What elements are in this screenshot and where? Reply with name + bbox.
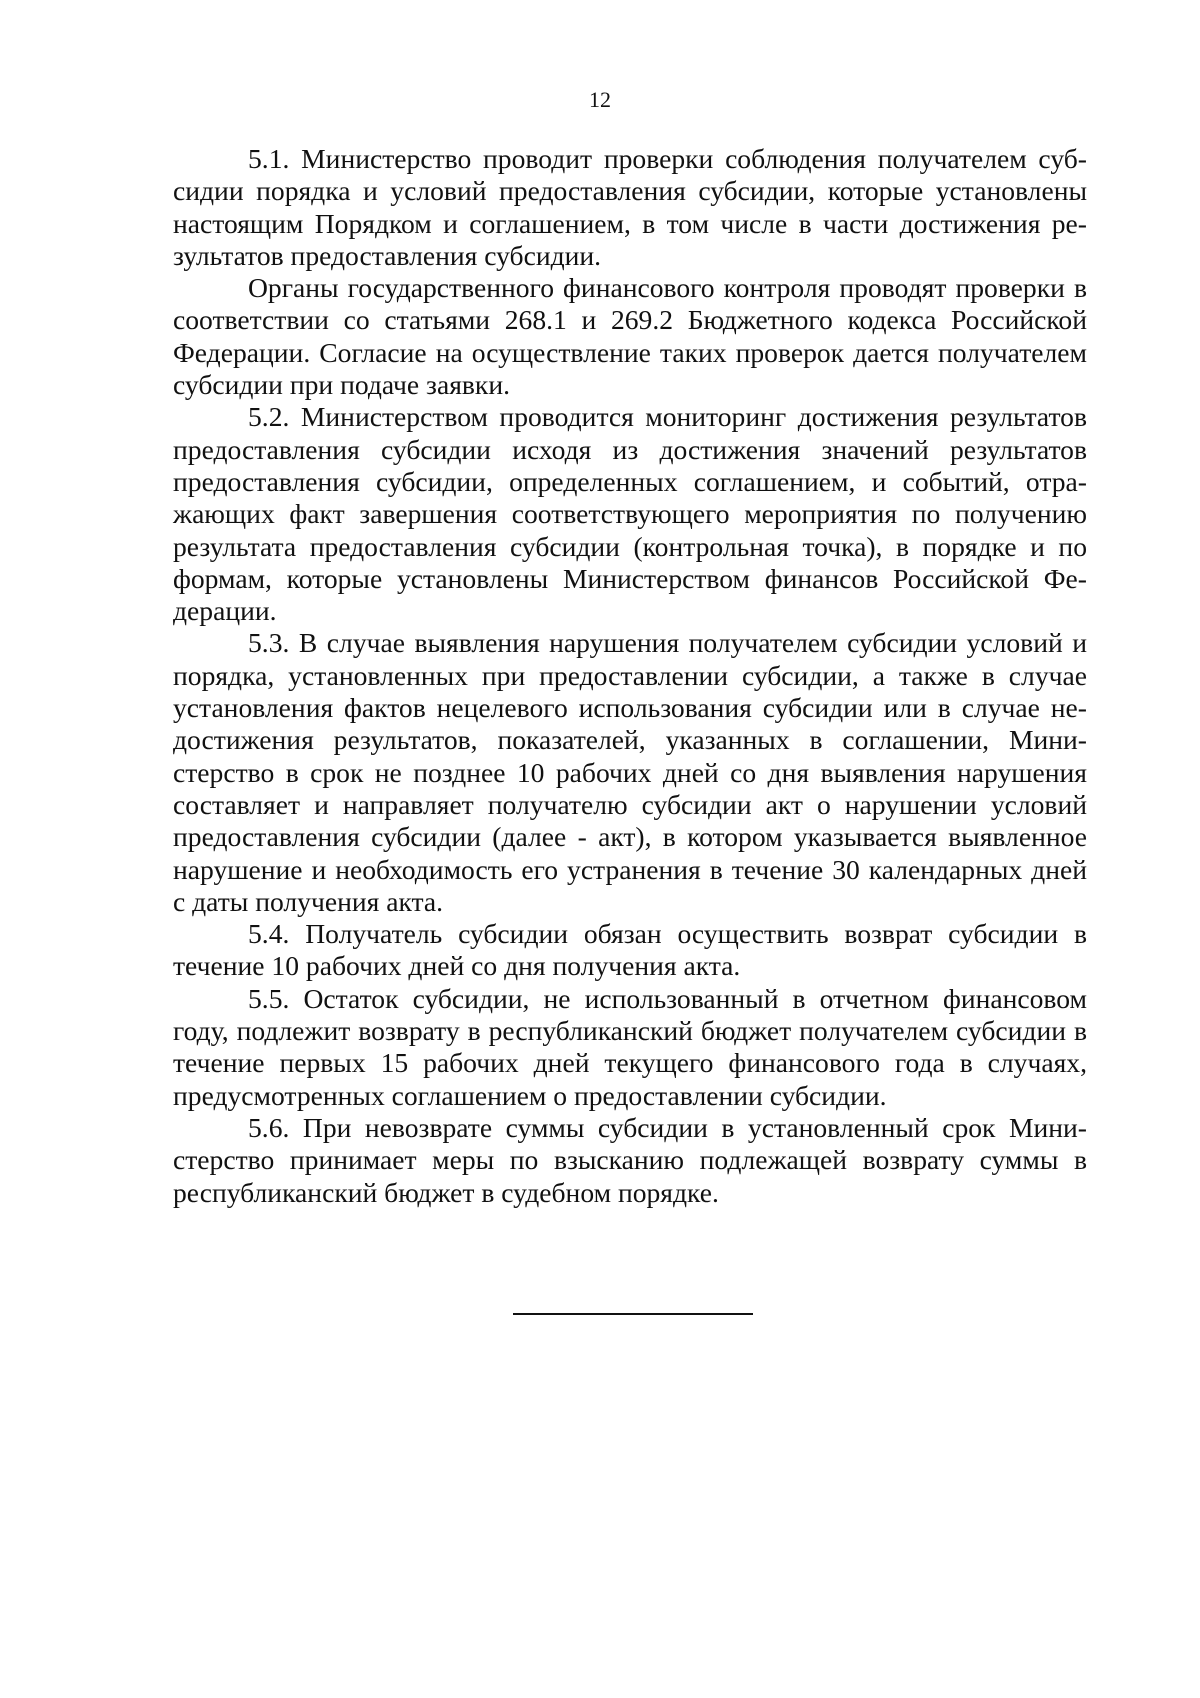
paragraph-5-3: 5.3. В случае выявления нарушения получателем субсидии условий и порядка, установленных при предоставлении субсидии, а также в случае установления фактов нецелевого использования субсидии или в случае недостижения результатов, показателей, указанных в соглашении, Министерство в срок не позднее 10 рабочих дней со дня выявления нарушения составляет и направляет получателю субсидии акт о нарушении условий предоставления субсидии (далее - акт), в котором указывается выявленное нарушение и необходимость его устранения в течение 30 календарных дней с даты получения акта.: [173, 627, 1087, 917]
paragraph-5-6: 5.6. При невозврате суммы субсидии в установленный срок Министерство принимает меры по взысканию подлежащей возврату суммы в республиканский бюджет в судебном порядке.: [173, 1111, 1087, 1208]
paragraph-5-1: 5.1. Министерство проводит проверки соблюдения получателем субсидии порядка и условий предоставления субсидии, которые установлены настоящим Порядком и соглашением, в том числе в части достижения результатов предоставления субсидии.: [173, 143, 1087, 271]
document-body: [173, 143, 1087, 1209]
paragraph-5-2: 5.2. Министерством проводится мониторинг достижения результатов предоставления субсидии исходя из достижения значений результатов предоставления субсидии, определенных соглашением, и событий, отражающих факт завершения соответствующего мероприятия по получению результата предоставления субсидии (контрольная точка), в порядке и по формам, которые установлены Министерством финансов Российской Федерации.: [173, 401, 1087, 627]
closing-rule-divider: [513, 1313, 753, 1315]
page-number: 12: [589, 87, 611, 112]
paragraph-control-bodies: Органы государственного финансового контроля проводят проверки в соответствии со статьями 268.1 и 269.2 Бюджетного кодекса Российской Федерации. Согласие на осуществление таких проверок дается получателем субсидии при подаче заявки.: [173, 272, 1087, 401]
paragraph-5-4: 5.4. Получатель субсидии обязан осуществить возврат субсидии в течение 10 рабочих дней со дня получения акта.: [173, 918, 1087, 982]
paragraph-5-5: 5.5. Остаток субсидии, не использованный в отчетном финансовом году, подлежит возврату в республиканский бюджет получателем субсидии в течение первых 15 рабочих дней текущего финансового года в случаях, предусмотренных соглашением о предоставлении субсидии.: [173, 982, 1087, 1111]
